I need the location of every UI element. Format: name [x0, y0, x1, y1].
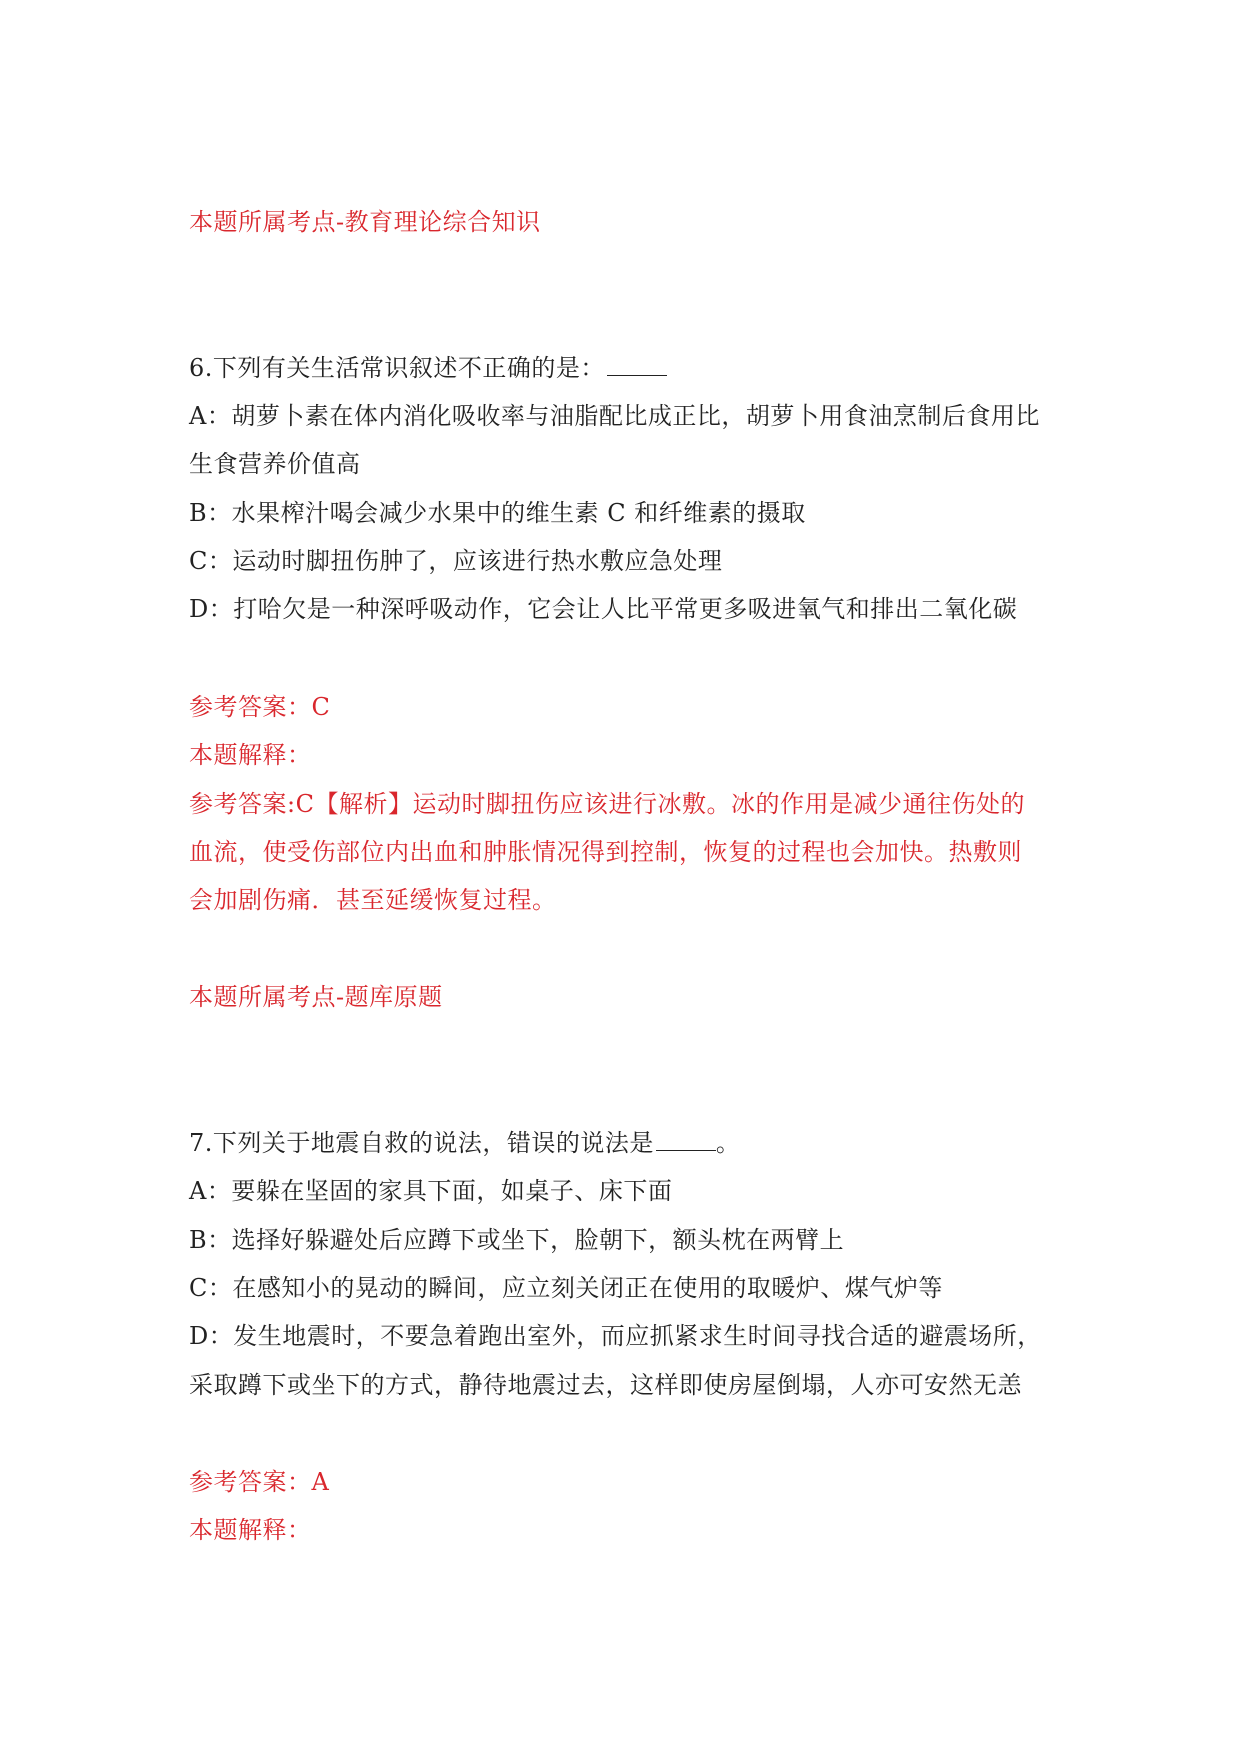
question-7-stem-end: 。 — [715, 1129, 741, 1157]
question-7-option-d-line2: 采取蹲下或坐下的方式，静待地震过去，这样即使房屋倒塌，人亦可安然无恙 — [189, 1371, 1022, 1399]
question-7-answer: 参考答案：A — [189, 1468, 330, 1496]
question-6-topic-label: 本题所属考点-题库原题 — [189, 983, 443, 1011]
question-6-option-a-line2: 生食营养价值高 — [189, 450, 361, 478]
answer-blank — [656, 1128, 716, 1151]
question-6-option-a-line1: A：胡萝卜素在体内消化吸收率与油脂配比成正比，胡萝卜用食油烹制后食用比 — [189, 402, 1040, 430]
question-6-explain-line1: 参考答案:C【解析】运动时脚扭伤应该进行冰敷。冰的作用是减少通往伤处的 — [189, 790, 1025, 818]
question-6-explain-label: 本题解释： — [189, 741, 312, 769]
question-6-option-c: C：运动时脚扭伤肿了，应该进行热水敷应急处理 — [189, 547, 723, 575]
question-7-explain-label: 本题解释： — [189, 1516, 312, 1544]
question-7-stem-text: 7.下列关于地震自救的说法，错误的说法是 — [189, 1129, 654, 1157]
topic-label-1: 本题所属考点-教育理论综合知识 — [189, 208, 541, 236]
question-6-stem-text: 6.下列有关生活常识叙述不正确的是： — [189, 354, 605, 382]
answer-blank — [607, 353, 667, 376]
question-6-option-b: B：水果榨汁喝会减少水果中的维生素 C 和纤维素的摄取 — [189, 499, 806, 527]
question-6-answer: 参考答案：C — [189, 693, 331, 721]
question-7-option-c: C：在感知小的晃动的瞬间，应立刻关闭正在使用的取暖炉、煤气炉等 — [189, 1274, 943, 1302]
question-7-option-d-line1: D：发生地震时，不要急着跑出室外，而应抓紧求生时间寻找合适的避震场所， — [189, 1322, 1042, 1350]
question-6-explain-line2: 血流，使受伤部位内出血和肿胀情况得到控制，恢复的过程也会加快。热敷则 — [189, 838, 1022, 866]
question-7-option-a: A：要躲在坚固的家具下面，如桌子、床下面 — [189, 1177, 673, 1205]
question-6-stem — [189, 353, 667, 383]
question-6-option-d: D：打哈欠是一种深呼吸动作，它会让人比平常更多吸进氧气和排出二氧化碳 — [189, 595, 1018, 623]
question-7-option-b: B：选择好躲避处后应蹲下或坐下，脸朝下，额头枕在两臂上 — [189, 1226, 845, 1254]
question-6-explain-line3: 会加剧伤痛．甚至延缓恢复过程。 — [189, 886, 557, 914]
question-7-stem — [189, 1128, 740, 1158]
